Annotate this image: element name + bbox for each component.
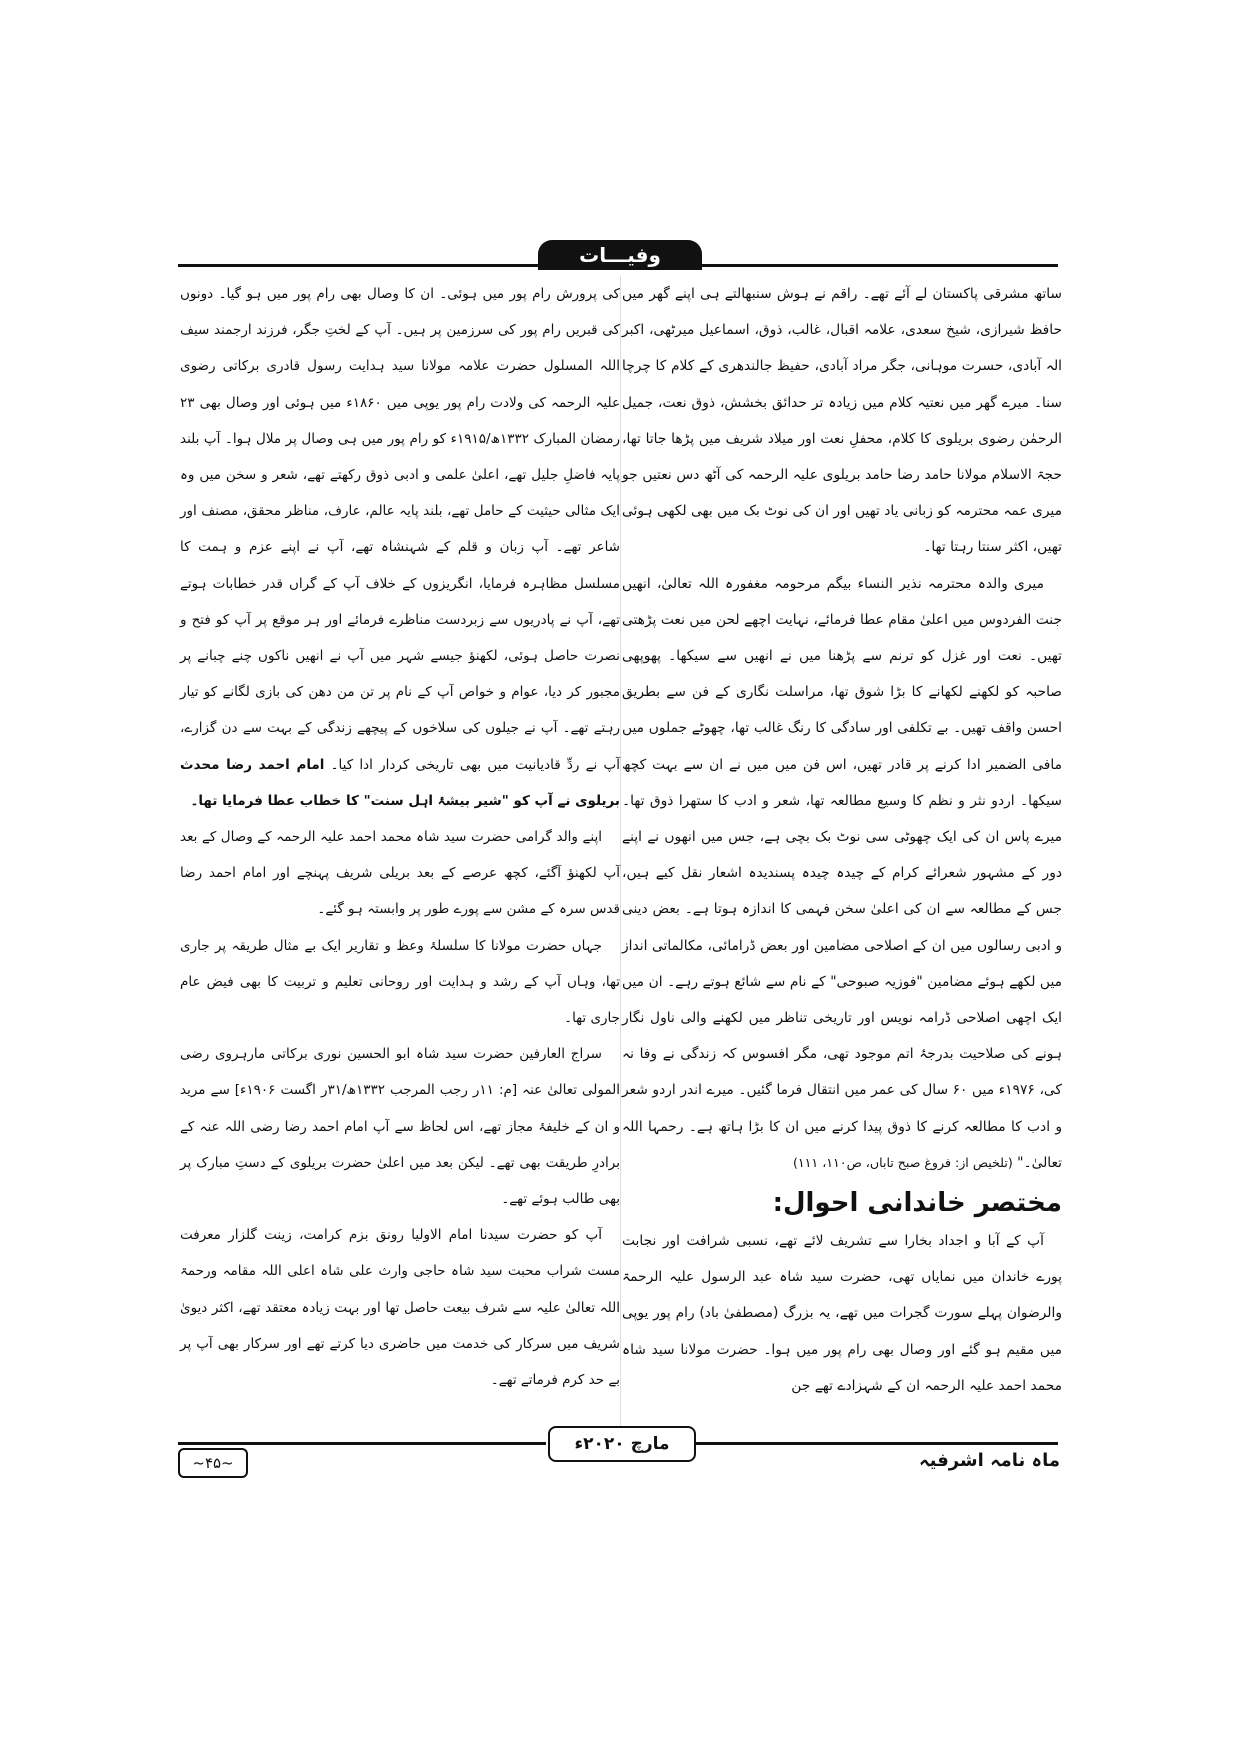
footer-rule-right <box>694 1442 1058 1445</box>
column-right <box>622 276 1062 1404</box>
left-paragraph-4: سراج العارفین حضرت سید شاہ ابو الحسین نوری برکاتی مارہروی رضی المولی تعالیٰ عنہ [م: ۱۱ر رجب المرجب ۱۳۳۲ھ/۳۱ر اگست ۱۹۰۶ء] سے مرید و ان کے خلیفۂ مجاز تھے، اس لحاظ سے آپ امام احمد رضا رضی اللہ عنہ کے برادرِ طریقت بھی تھے۔ لیکن بعد میں اعلیٰ حضرت بریلوی کے دستِ مبارک پر بھی طالب ہوئے تھے۔ <box>180 1046 620 1208</box>
section-title: وفیـــات <box>538 240 702 270</box>
left-paragraph-1-text: کی پرورش رام پور میں ہوئی۔ ان کا وصال بھی رام پور میں ہو گیا۔ دونوں کی قبریں رام پور کی سرزمین پر ہیں۔ آپ کے لختِ جگر، فرزند ارجمند سیف اللہ المسلول حضرت علامہ مولانا سید ہدایت رسول قادری برکاتی رضوی علیہ الرحمہ کی ولادت رام پور یوپی میں ۱۸۶۰ء میں ہوئی اور وصال بھی ۲۳ رمضان المبارک ۱۳۳۲ھ/۱۹۱۵ء کو رام پور میں ہی وصال پر ملال ہوا۔ آپ بلند پایہ فاضلِ جلیل تھے، اعلیٰ علمی و ادبی ذوق رکھتے تھے، شعر و سخن میں وہ ایک مثالی حیثیت کے حامل تھے، بلند پایہ عالم، عارف، مناظر محقق، مصنف اور شاعر تھے۔ آپ زبان و قلم کے شہنشاہ تھے، آپ نے اپنے عزم و ہمت کا مسلسل مظاہرہ فرمایا، انگریزوں کے خلاف آپ کے گراں قدر خطابات ہوتے تھے، آپ نے پادریوں سے زبردست مناظرے فرمائے اور ہر موقع پر آپ کو فتح و نصرت حاصل ہوئی، لکھنؤ جیسے شہر میں آپ نے انھیں ناکوں چنے چبانے پر مجبور کر دیا، عوام و خواص آپ کے نام پر تن من دھن کی بازی لگانے کو تیار رہتے تھے۔ آپ نے جیلوں کی سلاخوں کے پیچھے زندگی کے بہت سے دن گزارے، آپ نے ردِّ قادیانیت میں بھی تاریخی کردار ادا کیا۔ <box>180 286 620 773</box>
left-paragraph-5: آپ کو حضرت سیدنا امام الاولیا رونق بزم کرامت، زینت گلزار معرفت مست شراب محبت سید شاہ حاجی وارث علی شاہ اعلی اللہ مقامہ ورحمۃ اللہ تعالیٰ علیہ سے شرف بیعت حاصل تھا اور بہت زیادہ معتقد تھے، اکثر دیویٰ شریف میں سرکار کی خدمت میں حاضری دیا کرتے تھے اور سرکار بھی آپ پر بے حد کرم فرماتے تھے۔ <box>180 1227 620 1389</box>
left-paragraph-1 <box>180 276 620 819</box>
right-paragraph-2 <box>622 566 1062 1181</box>
left-paragraph-3: جہاں حضرت مولانا کا سلسلۂ وعظ و تقاریر ایک بے مثال طریقہ پر جاری تھا، وہاں آپ کے رشد و ہدایت اور روحانی تعلیم و تربیت کا بھی فیض عام جاری تھا۔ <box>180 937 620 1027</box>
issue-date: مارچ ۲۰۲۰ء <box>548 1426 696 1462</box>
magazine-name: ماہ نامہ اشرفیہ <box>919 1450 1060 1471</box>
column-left <box>180 276 620 1398</box>
footer-rule-left <box>178 1442 546 1445</box>
left-paragraph-1-bold: امام احمد رضا محدث بریلوی نے آپ کو "شیر بیشۂ اہل سنت" کا خطاب عطا فرمایا تھا۔ <box>180 756 620 809</box>
right-paragraph-1: ساتھ مشرقی پاکستان لے آئے تھے۔ راقم نے ہوش سنبھالتے ہی اپنے گھر میں حافظ شیرازی، شیخ سعدی، علامہ اقبال، غالب، ذوق، اسماعیل میرٹھی، اکبر الہ آبادی، حسرت موہانی، جگر مراد آبادی، حفیظ جالندھری کے کلام کا چرچا سنا۔ میرے گھر میں نعتیہ کلام میں زیادہ تر حدائق بخشش، ذوق نعت، جمیل الرحمٰن رضوی بریلوی کا کلام، محفلِ نعت اور میلاد شریف میں پڑھا جاتا تھا، حجۃ الاسلام مولانا حامد رضا حامد بریلوی علیہ الرحمہ کی آٹھ دس نعتیں جو میری عمہ محترمہ کو زبانی یاد تھیں اور ان کی نوٹ بک میں بھی لکھی ہوئی تھیں، اکثر سنتا رہتا تھا۔ <box>622 286 1062 556</box>
column-divider <box>620 276 621 1436</box>
right-paragraph-2-text: میری والدہ محترمہ نذیر النساء بیگم مرحومہ مغفورہ اللہ تعالیٰ، انھیں جنت الفردوس میں اعلیٰ مقام عطا فرمائے، نہایت اچھے لحن میں نعت پڑھتی تھیں۔ نعت اور غزل کو ترنم سے پڑھنا میں نے انھیں سے سیکھا۔ پھوپھی صاحبہ کو لکھنے لکھانے کا بڑا شوق تھا، مراسلت نگاری کے فن سے بطریق احسن واقف تھیں۔ بے تکلفی اور سادگی کا رنگ غالب تھا، چھوٹے جملوں میں مافی الضمیر ادا کرنے پر قادر تھیں، اس فن میں میں نے ان سے بہت کچھ سیکھا۔ اردو نثر و نظم کا وسیع مطالعہ تھا، شعر و ادب کا ستھرا ذوق تھا۔ میرے پاس ان کی ایک چھوٹی سی نوٹ بک بچی ہے، جس میں انھوں نے اپنے دور کے مشہور شعرائے کرام کے چیدہ چیدہ پسندیدہ اشعار نقل کیے ہیں، جس کے مطالعہ سے ان کی اعلیٰ سخن فہمی کا اندازہ ہوتا ہے۔ بعض دینی و ادبی رسالوں میں ان کے اصلاحی مضامین اور بعض ڈرامائی، مکالماتی انداز میں لکھے ہوئے مضامین "فوزیہ صبوحی" کے نام سے شائع ہوتے رہے۔ ان میں ایک اچھی اصلاحی ڈرامہ نویس اور تاریخی تناظر میں لکھنے والی ناول نگار ہونے کی صلاحیت بدرجۂ اتم موجود تھی، مگر افسوس کہ زندگی نے وفا نہ کی، ۱۹۷۶ء میں ۶۰ سال کی عمر میں انتقال فرما گئیں۔ میرے اندر اردو شعر و ادب کا مطالعہ کرنے کا ذوق پیدا کرنے میں ان کا بڑا ہاتھ ہے۔ رحمہا اللہ تعالیٰ۔" <box>622 575 1062 1171</box>
section-heading: مختصر خاندانی احوال: <box>772 1188 1062 1219</box>
left-paragraph-2: اپنے والد گرامی حضرت سید شاہ محمد احمد علیہ الرحمہ کے وصال کے بعد آپ لکھنؤ آگئے، کچھ عرصے کے بعد بریلی شریف پہنچے اور امام احمد رضا قدس سرہ کے مشن سے پورے طور پر وابستہ ہو گئے۔ <box>180 829 620 918</box>
citation: (تلخیص از: فروغ صبح تاباں، ص۱۱۰، ۱۱۱) <box>792 1154 1013 1170</box>
page-number: ~۴۵~ <box>178 1448 248 1478</box>
right-paragraph-3: آپ کے آبا و اجداد بخارا سے تشریف لائے تھے، نسبی شرافت اور نجابت پورے خاندان میں نمایاں تھی، حضرت سید شاہ عبد الرسول علیہ الرحمۃ والرضوان پہلے سورت گجرات میں تھے، یہ بزرگ (مصطفیٰ باد) رام پور یوپی میں مقیم ہو گئے اور وصال بھی رام پور میں ہوا۔ حضرت مولانا سید شاہ محمد احمد علیہ الرحمہ ان کے شہزادے تھے جن <box>622 1233 1062 1394</box>
